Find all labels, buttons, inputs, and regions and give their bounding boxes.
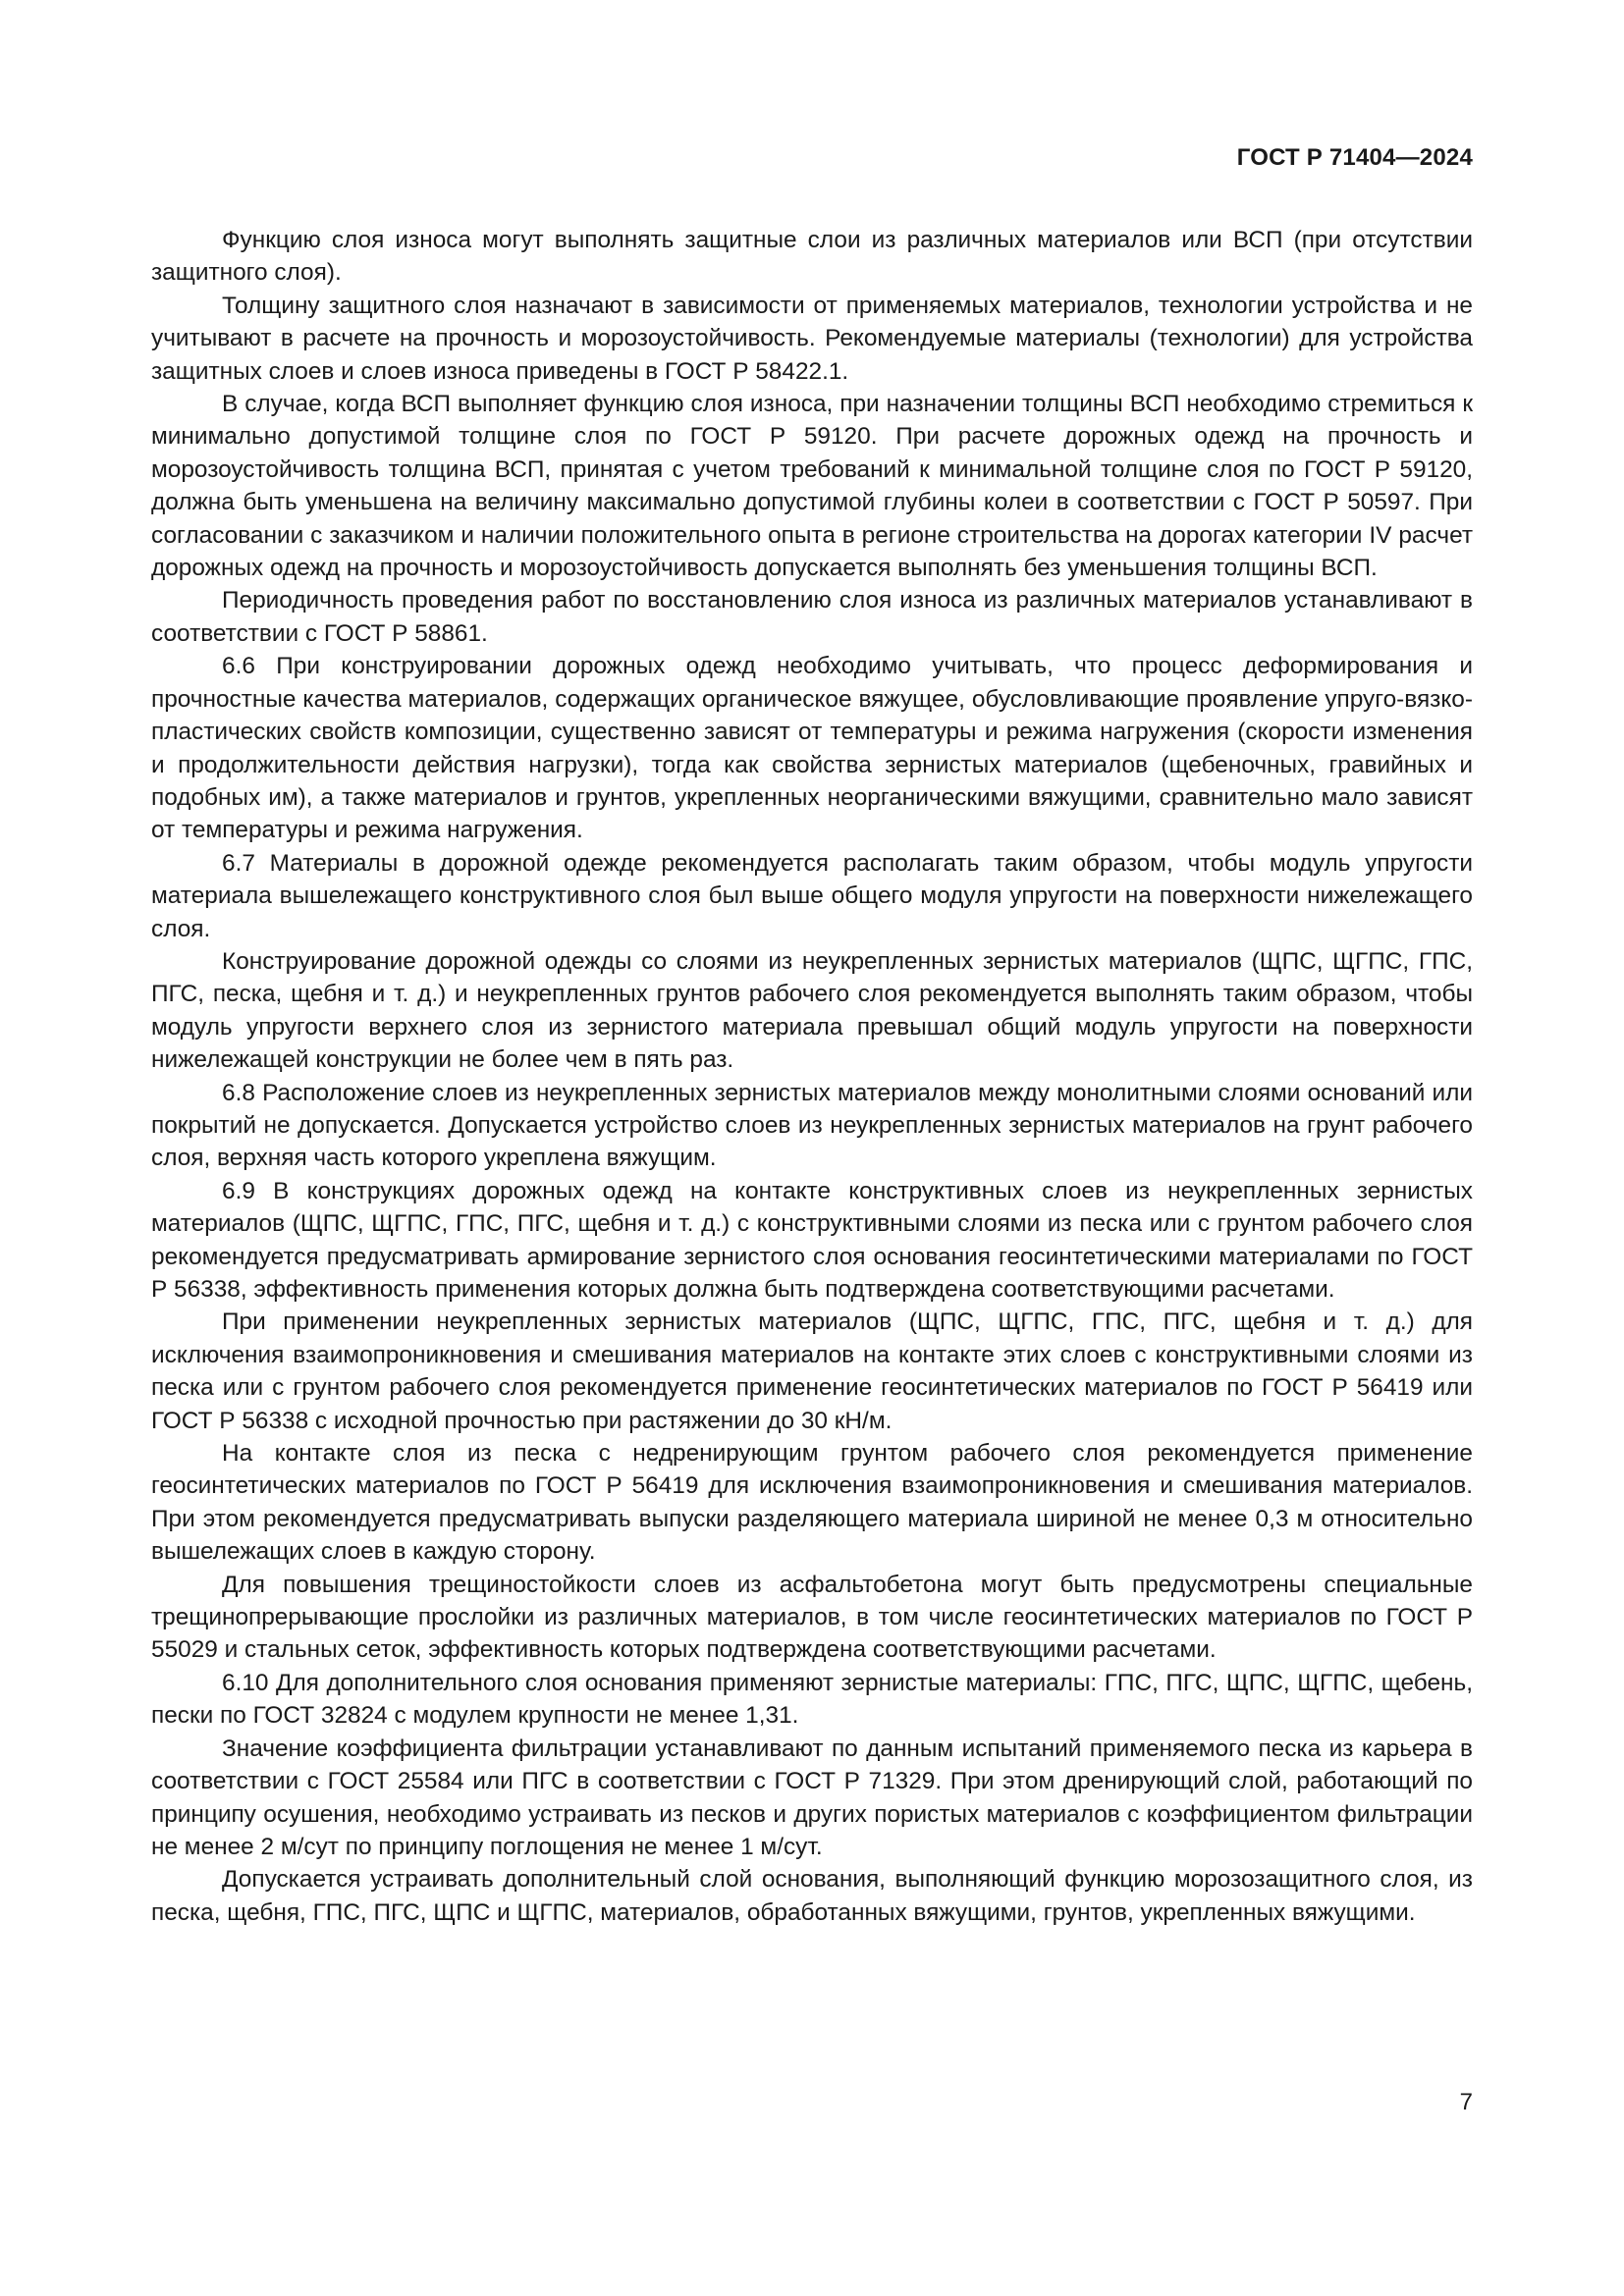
paragraph-6-8: 6.8 Расположение слоев из неукрепленных зернистых материалов между монолитными слоями оснований или покрытий не допускается. Допускается устройство слоев из неукрепленных зернистых материалов на грунт рабочего слоя, верхняя часть которого укреплена вяжущим. xyxy=(151,1079,1473,1172)
paragraph: Допускается устраивать дополнительный слой основания, выполняющий функцию морозозащитного слоя, из песка, щебня, ГПС, ПГС, ЩПС и ЩГПС, материалов, обработанных вяжущими, грунтов, укрепленных вяжущими. xyxy=(151,1866,1473,1926)
paragraph-6-10: 6.10 Для дополнительного слоя основания применяют зернистые материалы: ГПС, ПГС, ЩПС, ЩГПС, щебень, пески по ГОСТ 32824 с модулем крупности не менее 1,31. xyxy=(151,1669,1473,1730)
paragraph: Толщину защитного слоя назначают в зависимости от применяемых материалов, технологии устройства и не учитывают в расчете на прочность и морозоустойчивость. Рекомендуемые материалы (технологии) для устройства защитных слоев и слоев износа приведены в ГОСТ Р 58422.1. xyxy=(151,292,1473,385)
paragraph: В случае, когда ВСП выполняет функцию слоя износа, при назначении толщины ВСП необходимо стремиться к минимально допустимой толщине слоя по ГОСТ Р 59120. При расчете дорожных одежд на прочность и морозоустойчивость толщина ВСП, принятая с учетом требований к минимальной толщине слоя по ГОСТ Р 59120, должна быть уменьшена на величину максимально допустимой глубины колеи в соответствии с ГОСТ Р 50597. При согласовании с заказчиком и наличии положительного опыта в регионе строительства на дорогах категории IV расчет дорожных одежд на прочность и морозоустойчивость допускается выполнять без уменьшения толщины ВСП. xyxy=(151,391,1473,582)
paragraph: При применении неукрепленных зернистых материалов (ЩПС, ЩГПС, ГПС, ПГС, щебня и т. д.) для исключения взаимопроникновения и смешивания материалов на контакте этих слоев с конструктивными слоями из песка или с грунтом рабочего слоя рекомендуется применение геосинтетических материалов по ГОСТ Р 56419 или ГОСТ Р 56338 с исходной прочностью при растяжении до 30 кН/м. xyxy=(151,1308,1473,1434)
paragraph: Конструирование дорожной одежды со слоями из неукрепленных зернистых материалов (ЩПС, ЩГПС, ГПС, ПГС, песка, щебня и т. д.) и неукрепленных грунтов рабочего слоя рекомендуется выполнять таким образом, чтобы модуль упругости верхнего слоя из зернистого материала превышал общий модуль упругости на поверхности нижележащей конструкции не более чем в пять раз. xyxy=(151,947,1473,1074)
document-body xyxy=(151,224,1473,1929)
paragraph: Периодичность проведения работ по восстановлению слоя износа из различных материалов устанавливают в соответствии с ГОСТ Р 58861. xyxy=(151,587,1473,647)
paragraph-6-9: 6.9 В конструкциях дорожных одежд на контакте конструктивных слоев из неукрепленных зернистых материалов (ЩПС, ЩГПС, ГПС, ПГС, щебня и т. д.) с конструктивными слоями из песка или с грунтом рабочего слоя рекомендуется предусматривать армирование зернистого слоя основания геосинтетическими материалами по ГОСТ Р 56338, эффективность применения которых должна быть подтверждена соответствующими расчетами. xyxy=(151,1177,1473,1303)
paragraph: Для повышения трещиностойкости слоев из асфальтобетона могут быть предусмотрены специальные трещинопрерывающие прослойки из различных материалов, в том числе геосинтетических материалов по ГОСТ Р 55029 и стальных сеток, эффективность которых подтверждена соответствующими расчетами. xyxy=(151,1571,1473,1664)
page-number: 7 xyxy=(1459,2089,1473,2115)
standard-header: ГОСТ Р 71404—2024 xyxy=(1236,144,1473,171)
paragraph-6-7: 6.7 Материалы в дорожной одежде рекомендуется располагать таким образом, чтобы модуль упругости материала вышележащего конструктивного слоя был выше общего модуля упругости на поверхности нижележащего слоя. xyxy=(151,849,1473,942)
paragraph: Значение коэффициента фильтрации устанавливают по данным испытаний применяемого песка из карьера в соответствии с ГОСТ 25584 или ПГС в соответствии с ГОСТ Р 71329. При этом дренирующий слой, работающий по принципу осушения, необходимо устраивать из песков и других пористых материалов с коэффициентом фильтрации не менее 2 м/сут по принципу поглощения не менее 1 м/сут. xyxy=(151,1735,1473,1860)
paragraph: Функцию слоя износа могут выполнять защитные слои из различных материалов или ВСП (при отсутствии защитного слоя). xyxy=(151,227,1473,287)
paragraph: На контакте слоя из песка с недренирующим грунтом рабочего слоя рекомендуется применение геосинтетических материалов по ГОСТ Р 56419 для исключения взаимопроникновения и смешивания материалов. При этом рекомендуется предусматривать выпуски разделяющего материала шириной не менее 0,3 м относительно вышележащих слоев в каждую сторону. xyxy=(151,1440,1473,1566)
paragraph-6-6: 6.6 При конструировании дорожных одежд необходимо учитывать, что процесс деформирования и прочностные качества материалов, содержащих органическое вяжущее, обусловливающие проявление упруго-вязко-пластических свойств композиции, существенно зависят от температуры и режима нагружения (скорости изменения и продолжительности действия нагрузки), тогда как свойства зернистых материалов (щебеночных, гравийных и подобных им), а также материалов и грунтов, укрепленных неорганическими вяжущими, сравнительно мало зависят от температуры и режима нагружения. xyxy=(151,653,1473,844)
